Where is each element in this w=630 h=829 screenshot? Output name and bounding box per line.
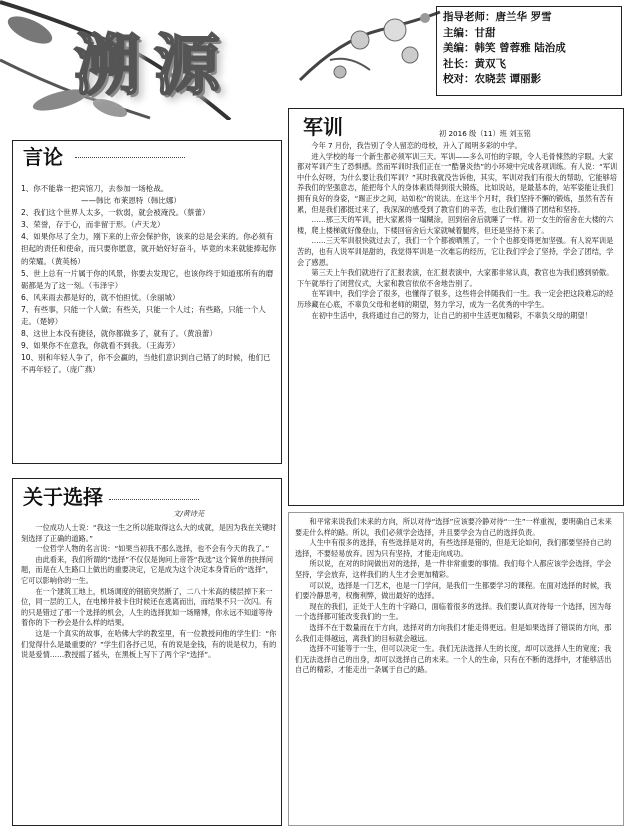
saying-item: 1、你不能靠一把宾馆刀，去参加一场枪战。: [21, 184, 169, 193]
article-paragraph: 一位成功人士说：“我这一生之所以能取得这么大的成就，是因为我在关键时刻选择了正确的道路。”: [21, 523, 277, 543]
essay-heading: 关于选择: [23, 485, 103, 509]
article-paragraph: 在一个建筑工地上，机场调度的钢筋突然断了，二八十米高的楼层掉下来一位，同一层的工人，在电梯井被卡住时候还在逃离而出，而结果不只一次闪。有的只是错过了那一个选择的机会，人生的选择犹如一场赌博，你永远不知道等待着你的下一秒会是什么样的结果。: [21, 586, 273, 628]
masthead: [0, 0, 630, 120]
article-paragraph: 现在的我们，正处于人生的十字路口，面临着很多的选择。我们要认真对待每一个选择，因为每一个选择都可能改变我们的一生。: [295, 601, 612, 622]
junxun-heading: 军训: [303, 115, 343, 139]
saying-item: 2、我们这个世界人太多，一软弱，就会被淹没。（蔡蕾）: [21, 208, 210, 218]
essay-section: [12, 478, 282, 826]
essay-author: 文/黄诗芫: [173, 509, 205, 518]
article-paragraph: 第三天上午我们就进行了汇报表演，在汇报表演中，大家都非常认真，教官也为我们感到骄傲。下午就举行了闭营仪式，大家和教官依依不舍地告别了。: [297, 268, 614, 288]
junxun-body: [297, 141, 619, 321]
saying-item: 7、有些事，只能一个人做；有些关，只能一个人过；有些路，只能一个人走。（楚婷）: [21, 304, 266, 327]
yanlun-heading: 言论: [23, 145, 63, 169]
essay-body: [21, 523, 277, 661]
heading-divider: [109, 499, 199, 500]
yanlun-section: [12, 140, 282, 464]
essay-cont-body: [295, 517, 617, 676]
essay-continuation: [288, 512, 624, 826]
article-paragraph: 在初中生活中，我将通过自己的努力，让自己的初中生活更加精彩，不辜负父母的期望！: [311, 310, 592, 320]
staff-advisor: 指导老师：唐兰华 罗雪: [443, 11, 552, 23]
junxun-section: [288, 108, 624, 506]
saying-item: 9、如果你不在意我，你就看不到我。（王海芳）: [21, 341, 180, 351]
article-paragraph: 人生中有很多的选择，有些选择是对的，有些选择是错的，但是无论如何，我们都要坚持自己的选择，不要轻易放弃。因为只有坚持，才能走向成功。: [295, 538, 612, 558]
saying-item: 4、如果你尽了全力，刚下来的上帝会保护你，该来的总是会来的。你必须有担起的责任和使命，而只要你愿意，就开始好好奋斗，毕竟的未来就能捧起你的荣耀。（黄英杨）: [21, 232, 276, 266]
article-paragraph: ……三天军训很快就过去了，我们一个个都被晒黑了，一个个也都变得更加坚强。有人说军训是苦的，也有人说军训是甜的，我觉得军训是一次难忘的经历，它让我们学会了坚持，学会了团结，学会了感恩。: [297, 236, 614, 267]
article-paragraph: 这是一个真实的故事，在哈佛大学的教室里，有一位教授问他的学生们：“你们觉得什么是最重要的？”学生们各抒己见，有的说是金钱，有的说是权力，有的说是爱情……教授摇了摇头，在黑板上写下了两个字“选择”。: [21, 628, 277, 660]
staff-art-editor: 美编：韩笑 曾蓉雅 陆治成: [443, 42, 566, 54]
heading-divider: [75, 157, 185, 158]
staff-box: [436, 6, 622, 96]
saying-item: 5、世上总有一片属于你的风景，你要去发现它，也该你终于知道那所有的磨砺都是为了这一刻。（韦泽宇）: [21, 268, 274, 290]
article-paragraph: 由此看来，我们所谓的“选择”不仅仅是询问上帝答“我选”这个简单的抉择问题，而是在人生路口上做出的重要决定，它是成为这个决定本身背后的“选择”，它可以影响你的一生。: [21, 554, 274, 585]
article-paragraph: 可以说，选择是一门艺术，也是一门学问，是我们一生都要学习的课程。在面对选择的时候，我们要冷静思考，权衡利弊，做出最好的选择。: [295, 580, 612, 601]
masthead-title: 溯源: [74, 26, 234, 104]
saying-item: 6、风来雨去都是好的，就不怕担忧。（余丽城）: [21, 292, 180, 302]
article-paragraph: 一位哲学人物的名言说：“如果当初我不那么选择，也不会有今天的我了。”: [35, 544, 270, 554]
sayings-list: [21, 183, 277, 377]
article-paragraph: 进入学校的每一个新生都必须军训三天。军训——多么可怕的字眼，令人毛骨悚然的字眼。大家都对军训产生了恐惧感。然而军训时我们正在一“酷暑炎热”的小环境中完成各项训练。有人说：“军训中什么好呀，为什么要让我们军训？”其时我就没告诉他，其实，军训对我们有很大的帮助，它能够培养我们的坚强意志，能把每个人的身体素质得到很大锻炼，比如说站，是最基本的，站军姿能让我们拥有良好的身姿，“踢正步之间，站如松”的说法。在这半个月时，我们坚持不懈的锻炼，虽然有苦有累，但是我们都挺过来了，我深深的感受到了教官们的辛苦，也让我们懂得了团结和坚持。: [297, 151, 618, 214]
article-paragraph: 今年 7 月份，我告别了令人留恋的母校，升入了闻明多彩的中学。: [311, 141, 522, 150]
saying-item: 10、别和年轻人争了，你不会赢的，当他们意识到自己错了的时候，他们已不再年轻了。（庞广燕）: [21, 353, 271, 375]
article-paragraph: 和平常来说我们未来的方向，所以对待“选择”应该要冷静对待“一生”一样重视，要明确自己未来要走什么样的路。所以，我们必须学会选择，并且要学会为自己的选择负责。: [295, 517, 612, 537]
saying-source: ——韩比 布莱恩特（韩比娜）: [81, 196, 181, 206]
saying-item: 8、这世上本没有捷径，就你都做多了，就有了。（黄浪蕾）: [21, 329, 218, 339]
article-paragraph: 选择不可能等于一生，但可以决定一生。我们无法选择人生的长度，却可以选择人生的宽度；我们无法选择自己的出身，却可以选择自己的未来。一个人的生命，只有在不断的选择中，才能够活出自己的精彩，才能走出一条属于自己的路。: [295, 644, 612, 675]
staff-editor: 主编：甘甜: [443, 26, 496, 39]
junxun-byline: 初 2016 级（11）班 刘玉铭: [439, 129, 531, 138]
staff-president: 社长：黄双飞: [443, 57, 506, 70]
article-paragraph: ……那三天的军训，把大家累得一塌糊涂，回到宿舍后就睡了一样。初一女生的宿舍在大楼的六楼，爬上楼梯就好像登山，下楼回宿舍后大家就喊着腿疼，但还是坚持下来了。: [297, 215, 614, 235]
article-paragraph: 选择不在于数量而在于方向，选择对的方向我们才能走得更远。但是如果选择了错误的方向，那么我们走得越远，离我们的目标就会越远。: [295, 622, 612, 643]
article-paragraph: 在军训中，我们学会了很多，也懂得了很多，这些将会伴随我们一生。我一定会把这段难忘的经历珍藏在心底，不辜负父母和老师的期望，努力学习，成为一名优秀的中学生。: [297, 289, 614, 309]
article-paragraph: 所以说，在对的时间做出对的选择，是一件非常重要的事情。我们每个人都应该学会选择，学会坚持，学会放弃，这样我们的人生才会更加精彩。: [295, 559, 612, 579]
staff-proofreader: 校对：农晓芸 谭丽影: [443, 73, 542, 85]
saying-item: 3、荣誉，存于心，而非留于形。（卢天龙）: [21, 220, 165, 230]
